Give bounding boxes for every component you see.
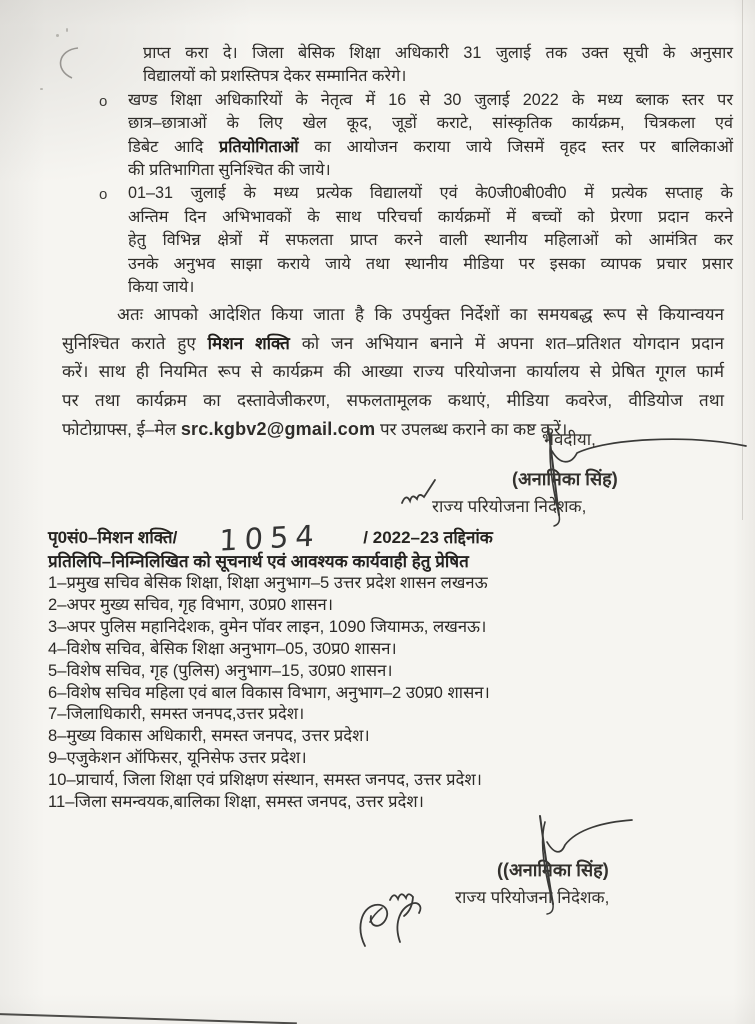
letter-line: करें। साथ ही नियमित रूप से कार्यक्रम की आख्या राज्य परियोजना कार्यालय से प्रेषित गूगल फार्म (62, 362, 724, 382)
scan-speck (66, 28, 68, 32)
copy-item: 6–विशेष सचिव महिला एवं बाल विकास विभाग, अनुभाग–2 उ0प्र0 शासन। (48, 682, 490, 702)
letter-text: फोटोग्राफ्स, ई–मेल (62, 420, 181, 440)
scan-speck (40, 88, 43, 90)
letter-line: 01–31 जुलाई के मध्य प्रत्येक विद्यालयों एवं के0जी0बी0वी0 में प्रत्येक सप्ताह के (128, 184, 733, 203)
letter-line: अन्तिम दिन अभिभावकों के साथ परिचर्चा कार्यक्रमों में बच्चों को प्रेरणा प्रदान करने (128, 207, 733, 226)
letter-line: प्राप्त करा दे। जिला बेसिक शिक्षा अधिकारी 31 जुलाई तक उक्त सूची के अनुसार (143, 44, 733, 62)
bullet-marker: o (99, 92, 108, 110)
letter-line: हेतु विभिन्न क्षेत्रों में सफलता प्राप्त करने वाली स्थानीय महिलाओं को आमंत्रित कर (128, 231, 733, 250)
letter-line: उनके अनुभव साझा कराये जाये तथा स्थानीय मीडिया पर इसका व्यापक प्रचार प्रसार (128, 254, 733, 273)
copy-item: 5–विशेष सचिव, गृह (पुलिस) अनुभाग–15, उ0प्र0 शासन। (48, 660, 393, 680)
reference-prefix: पृ0सं0–मिशन शक्ति/ (48, 528, 178, 547)
letter-line: खण्ड शिक्षा अधिकारियों के नेतृत्व में 16 से 30 जुलाई 2022 के मध्य ब्लाक स्तर पर (128, 90, 733, 109)
letter-body-top (96, 42, 733, 299)
letter-line: की प्रतिभागिता सुनिश्चित की जाये। (128, 161, 331, 180)
letter-line (62, 330, 724, 359)
copy-item: 2–अपर मुख्य सचिव, गृह विभाग, उ0प्र0 शासन। (48, 594, 334, 614)
letter-text: को जन अभियान बनाने में अपना शत–प्रतिशत योगदान प्रदान (289, 333, 724, 353)
handwritten-dispatch-number: 1054 (218, 518, 322, 558)
email-text: src.kgbv2@gmail.com (180, 419, 376, 440)
signatory-name: (अनामिका सिंह) (512, 469, 618, 489)
stray-pen-mark (44, 38, 104, 98)
letter-text: का आयोजन कराया जाये जिसमें वृहद स्तर पर बालिकाओं (298, 137, 733, 156)
copy-item: 4–विशेष सचिव, बेसिक शिक्षा अनुभाग–05, उ0प्र0 शासन। (48, 638, 397, 658)
letter-line: अतः आपको आदेशित किया जाता है कि उपर्युक्त निर्देशों का समयबद्ध रूप से कियान्वयन (117, 305, 724, 324)
copy-item: 7–जिलाधिकारी, समस्त जनपद,उत्तर प्रदेश। (48, 704, 305, 724)
salutation: भवदीया, (542, 430, 596, 449)
letter-line: छात्र–छात्राओं के लिए खेल कूद, जूडों कराटे, सांस्कृतिक कार्यक्रम, चित्रकला एवं (128, 114, 733, 133)
copy-item: 1–प्रमुख सचिव बेसिक शिक्षा, शिक्षा अनुभाग–5 उत्तर प्रदेश शासन लखनऊ (48, 573, 488, 592)
bullet-item-competitions (96, 89, 733, 183)
signatory-name-bottom: ((अनामिका सिंह) (497, 860, 609, 880)
letter-text: डिबेट आदि (128, 137, 220, 156)
signature-stroke-top (388, 413, 755, 530)
copy-item: 8–मुख्य विकास अधिकारी, समस्त जनपद, उत्तर प्रदेश। (48, 726, 370, 746)
mission-shakti-bold: मिशन शक्ति (207, 333, 290, 353)
bullet-item-weekly-programs (96, 182, 733, 299)
signatory-title: राज्य परियोजना निदेशक, (432, 497, 587, 516)
reference-suffix: / 2022–23 तद्दिनांक (363, 528, 493, 547)
scan-speck (56, 34, 59, 37)
copy-to-heading: प्रतिलिपि–निम्निलिखित को सूचनार्थ एवं आवश्यक कार्यवाही हेतु प्रेषित (48, 552, 469, 571)
letter-text-bold: प्रतियोगिताओं (219, 137, 299, 156)
copy-item: 9–एजुकेशन ऑफिसर, यूनिसेफ उत्तर प्रदेश। (48, 748, 307, 768)
copy-item: 10–प्राचार्य, जिला शिक्षा एवं प्रशिक्षण संस्थान, समस्त जनपद, उत्तर प्रदेश। (48, 770, 482, 790)
letter-line: पर तथा कार्यक्रम का दस्तावेजीकरण, सफलतामूलक कथाएं, मीडिया कवरेज, वीडियोज तथा (62, 390, 724, 410)
signature-stroke-bottom (348, 798, 740, 960)
bullet-marker: o (99, 186, 108, 204)
letter-text: सुनिश्चित कराते हुए (62, 333, 208, 353)
paper-edge-line (0, 1013, 297, 1024)
signatory-title-bottom: राज्य परियोजना निदेशक, (455, 888, 610, 907)
letter-line: किया जाये। (128, 278, 195, 297)
continuation-paragraph (143, 42, 733, 89)
letter-line: विद्यालयों को प्रशस्तिपत्र देकर सम्मानित करेगे। (143, 67, 407, 86)
copy-item: 11–जिला समन्वयक,बालिका शिक्षा, समस्त जनपद, उत्तर प्रदेश। (48, 792, 424, 812)
letter-text: पर उपलब्ध कराने का कष्ट करें। (375, 420, 568, 440)
copy-item: 3–अपर पुलिस महानिदेशक, वुमेन पॉवर लाइन, 1090 जियामऊ, लखनऊ। (48, 616, 487, 636)
letter-line (128, 136, 733, 159)
copy-to-list (48, 572, 698, 813)
